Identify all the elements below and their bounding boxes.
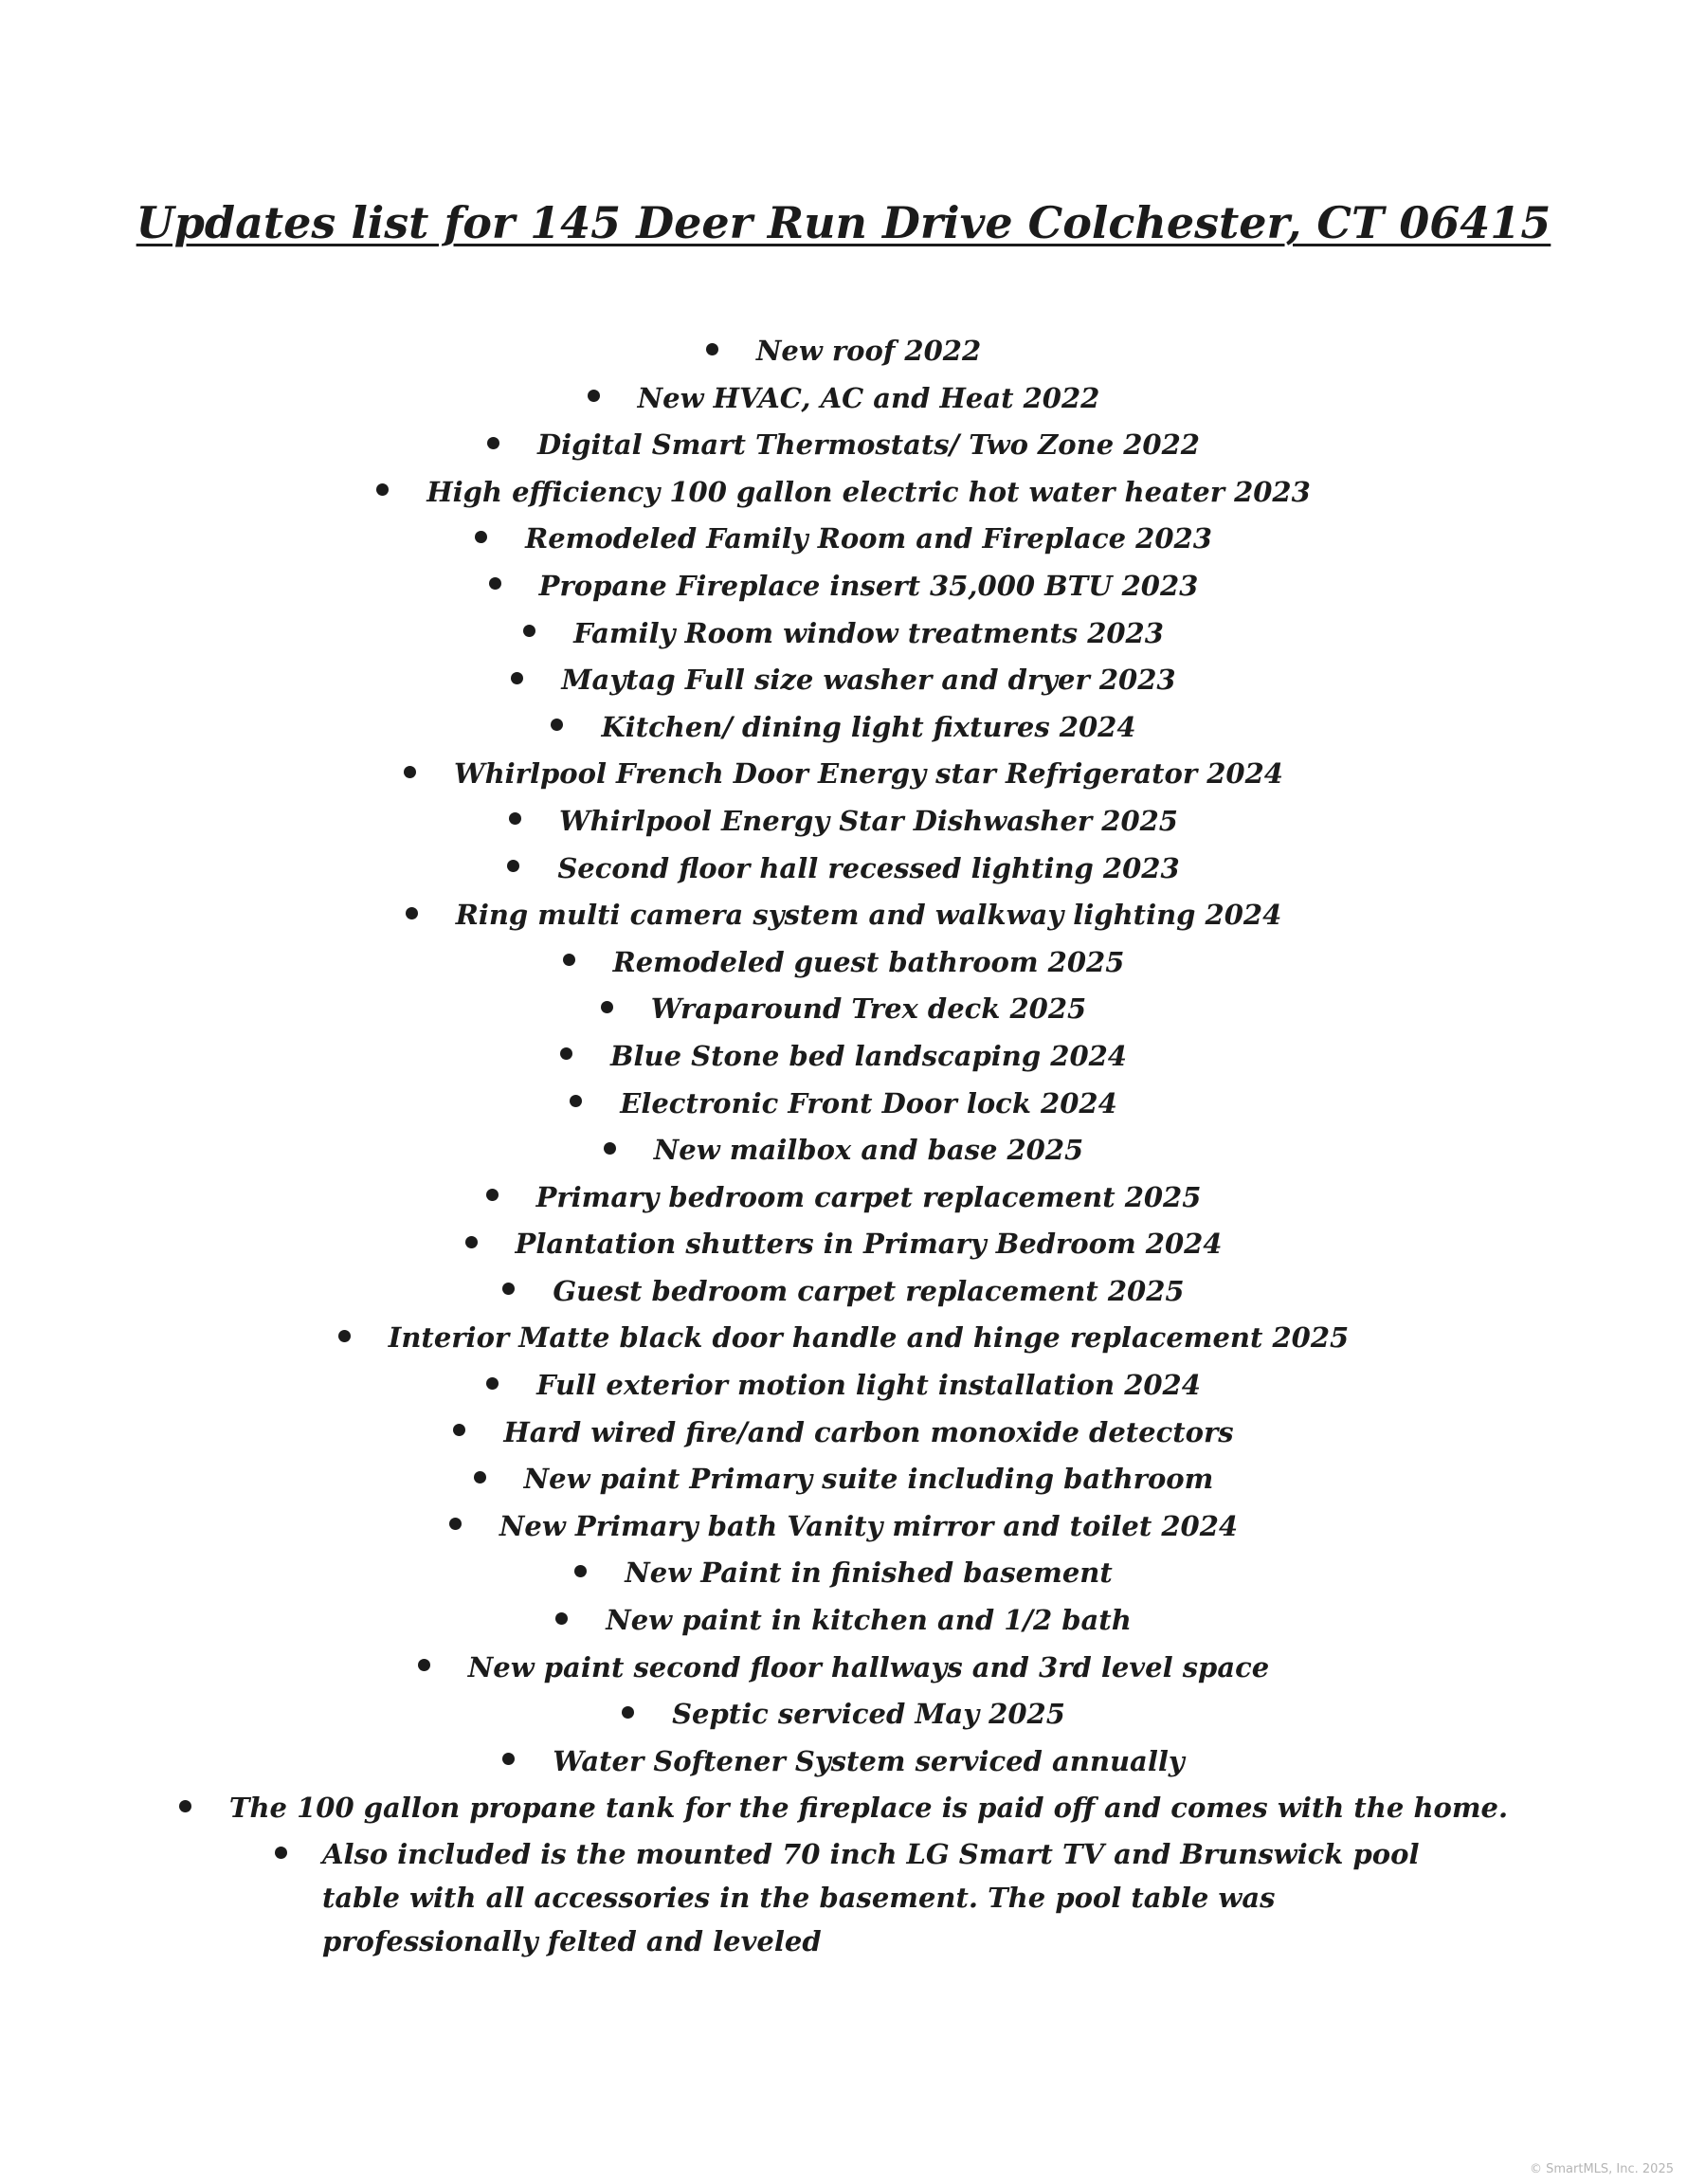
bullet-icon	[706, 343, 718, 355]
bullet-icon	[502, 1283, 515, 1295]
list-item-text: New roof 2022	[755, 335, 982, 367]
list-item	[0, 328, 1687, 375]
list-item	[0, 986, 1687, 1033]
list-item	[0, 1221, 1687, 1268]
list-item	[0, 422, 1687, 469]
list-item-text: Blue Stone bed landscaping 2024	[610, 1039, 1127, 1072]
list-item-text: Second floor hall recessed lighting 2023	[557, 851, 1180, 884]
list-item	[0, 516, 1687, 563]
list-item-text: New paint second floor hallways and 3rd level space	[467, 1650, 1270, 1684]
list-item-text: The 100 gallon propane tank for the fireplace is paid off and comes with the home.	[228, 1792, 1509, 1825]
list-item-text: Remodeled Family Room and Fireplace 2023	[525, 522, 1212, 555]
list-item-text: Wraparound Trex deck 2025	[650, 992, 1087, 1026]
list-item-text: Propane Fireplace insert 35,000 BTU 2023	[538, 569, 1199, 602]
list-item-text: High efficiency 100 gallon electric hot water heater 2023	[426, 475, 1311, 508]
list-item	[0, 704, 1687, 752]
bullet-icon	[502, 1753, 515, 1765]
bullet-icon	[275, 1847, 287, 1859]
bullet-icon	[604, 1142, 616, 1155]
list-item-text: Kitchen/ dining light fixtures 2024	[601, 710, 1136, 743]
bullet-icon	[453, 1424, 465, 1436]
bullet-icon	[404, 766, 416, 778]
list-item-text: New paint in kitchen and 1/2 bath	[606, 1604, 1132, 1637]
bullet-icon	[601, 1001, 613, 1013]
bullet-icon	[574, 1565, 587, 1577]
list-item	[0, 1174, 1687, 1222]
list-item-text: Septic serviced May 2025	[672, 1698, 1065, 1731]
bullet-icon	[555, 1612, 568, 1625]
list-item	[0, 1785, 1687, 1832]
list-item	[275, 1832, 1460, 1963]
bullet-icon	[465, 1236, 478, 1248]
bullet-icon	[406, 907, 418, 919]
list-item-text: New HVAC, AC and Heat 2022	[637, 381, 1100, 414]
watermark: © SmartMLS, Inc. 2025	[1529, 2162, 1674, 2176]
list-item	[0, 563, 1687, 610]
bullet-icon	[486, 1377, 499, 1390]
list-item-text: Hard wired fire/and carbon monoxide detectors	[503, 1415, 1234, 1448]
bullet-icon	[376, 483, 389, 496]
list-item-text: Full exterior motion light installation 2024	[536, 1369, 1201, 1402]
list-item	[0, 1315, 1687, 1362]
list-item-text: Maytag Full size washer and dryer 2023	[561, 664, 1176, 697]
list-item-text: New Paint in finished basement	[625, 1556, 1113, 1590]
list-item-text: Remodeled guest bathroom 2025	[612, 945, 1125, 978]
list-item	[0, 1645, 1687, 1692]
list-item-text: Guest bedroom carpet replacement 2025	[553, 1274, 1185, 1307]
list-item	[0, 1081, 1687, 1128]
list-item	[0, 469, 1687, 517]
bullet-icon	[511, 672, 523, 684]
list-item	[0, 1738, 1687, 1786]
list-item	[0, 375, 1687, 423]
list-item	[0, 1127, 1687, 1174]
list-item-text: Water Softener System serviced annually	[553, 1744, 1185, 1777]
page-title: Updates list for 145 Deer Run Drive Colchester, CT 06415	[136, 197, 1551, 248]
list-item	[0, 939, 1687, 987]
list-item	[0, 751, 1687, 798]
list-item-text: Whirlpool French Door Energy star Refrigerator 2024	[454, 757, 1283, 791]
list-item-text: Electronic Front Door lock 2024	[620, 1086, 1117, 1119]
bullet-icon	[588, 390, 600, 402]
list-item-text: Primary bedroom carpet replacement 2025	[535, 1180, 1202, 1213]
bullet-icon	[509, 812, 521, 825]
list-item-text: Family Room window treatments 2023	[573, 616, 1164, 649]
bullet-icon	[570, 1095, 582, 1107]
list-item-text: New paint Primary suite including bathroom	[523, 1463, 1214, 1496]
list-item	[0, 1597, 1687, 1645]
bullet-icon	[489, 577, 501, 590]
list-item-text: New mailbox and base 2025	[653, 1134, 1084, 1167]
list-item-text: Also included is the mounted 70 inch LG Smart TV and Brunswick pool table with all accessories in the basement. The pool table was professionally felted and leveled	[322, 1838, 1420, 1957]
list-item	[0, 846, 1687, 893]
bullet-icon	[449, 1518, 462, 1530]
list-item	[0, 892, 1687, 939]
bullet-icon	[551, 719, 563, 731]
list-item	[0, 1456, 1687, 1503]
list-item	[0, 1503, 1687, 1551]
list-item-text: Ring multi camera system and walkway lighting 2024	[455, 899, 1282, 932]
list-item	[0, 1033, 1687, 1081]
list-item	[0, 1410, 1687, 1457]
list-item	[0, 1550, 1687, 1597]
bullet-icon	[474, 1471, 486, 1483]
updates-list	[0, 328, 1687, 1963]
bullet-icon	[487, 437, 499, 449]
list-item-text: Plantation shutters in Primary Bedroom 2024	[515, 1228, 1223, 1261]
list-item	[0, 798, 1687, 846]
list-item-text: New Primary bath Vanity mirror and toilet 2024	[499, 1509, 1239, 1542]
list-item	[0, 657, 1687, 704]
bullet-icon	[523, 625, 535, 637]
bullet-icon	[563, 954, 575, 966]
list-item	[0, 1268, 1687, 1316]
list-item	[0, 1691, 1687, 1738]
list-item-text: Whirlpool Energy Star Dishwasher 2025	[559, 804, 1178, 837]
bullet-icon	[507, 860, 519, 872]
bullet-icon	[179, 1800, 191, 1812]
bullet-icon	[475, 531, 487, 543]
list-item-text: Digital Smart Thermostats/ Two Zone 2022	[537, 428, 1200, 462]
bullet-icon	[338, 1330, 351, 1342]
bullet-icon	[418, 1659, 430, 1671]
list-item-text: Interior Matte black door handle and hinge replacement 2025	[388, 1321, 1350, 1355]
bullet-icon	[622, 1706, 634, 1719]
bullet-icon	[486, 1189, 499, 1201]
bullet-icon	[560, 1047, 572, 1060]
list-item	[0, 1362, 1687, 1410]
list-item	[0, 610, 1687, 658]
